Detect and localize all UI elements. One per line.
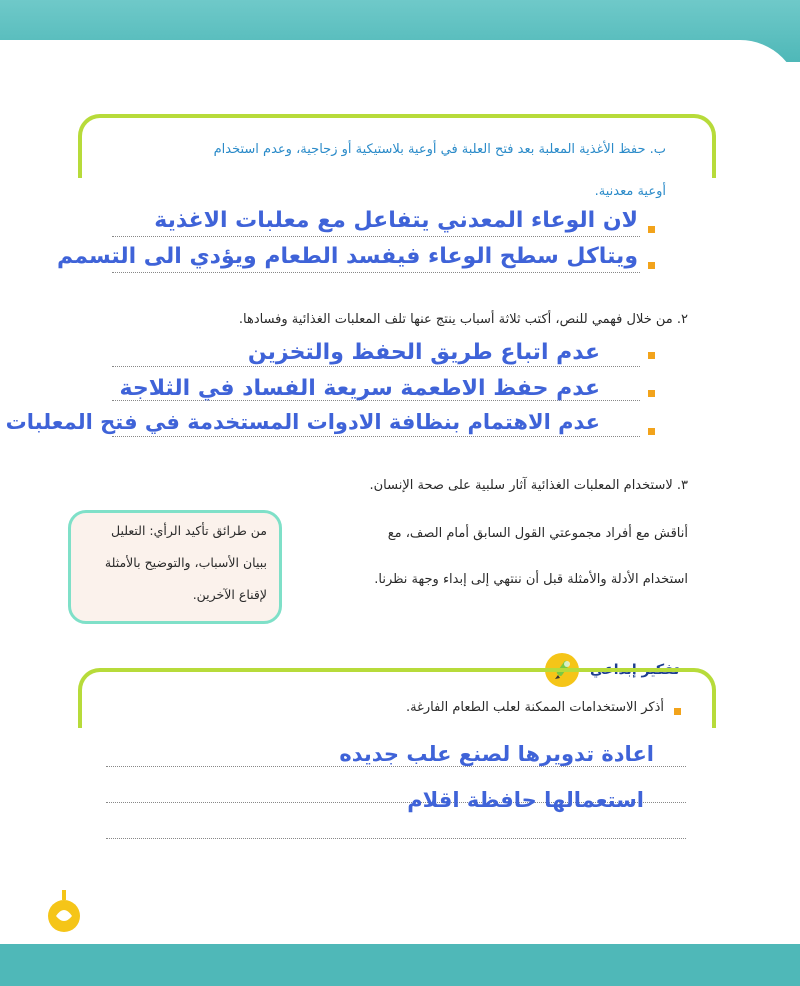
section-b-line-2: أوعية معدنية.	[594, 184, 666, 199]
tip-line-1: من طرائق تأكيد الرأي: التعليل	[110, 523, 267, 538]
answer-line	[106, 802, 686, 839]
discussion-line-2: استخدام الأدلة والأمثلة قبل أن ننتهي إلى إبداء وجهة نظرنا.	[374, 572, 688, 587]
bullet-icon	[648, 262, 655, 269]
answer-text: لان الوعاء المعدني يتفاعل مع معلبات الاغذية	[154, 208, 638, 233]
bullet-icon	[648, 226, 655, 233]
tip-box	[68, 510, 282, 624]
answer-text: اعادة تدويرها لصنع علب جديده	[339, 742, 654, 766]
question-2: ٢. من خلال فهمي للنص، أكتب ثلاثة أسباب ينتج عنها تلف المعلبات الغذائية وفسادها.	[238, 312, 688, 327]
bullet-icon	[648, 428, 655, 435]
discussion-line-1: أناقش مع أفراد مجموعتي القول السابق أمام الصف، مع	[387, 526, 688, 541]
top-banner-curve	[0, 40, 800, 100]
creative-thinking-heading: تفكير إبداعي	[590, 662, 680, 678]
page-number: ٤٦	[710, 925, 730, 943]
bottom-banner	[0, 944, 800, 986]
section-b-line-1: ب. حفظ الأغذية المعلبة بعد فتح العلبة في أوعية بلاستيكية أو زجاجية، وعدم استخدام	[213, 142, 666, 157]
answer-text: ويتاكل سطح الوعاء فيفسد الطعام ويؤدي الى التسمم	[56, 244, 638, 269]
answer-text: عدم حفظ الاطعمة سريعة الفساد في الثلاجة	[119, 376, 600, 401]
bullet-icon	[648, 390, 655, 397]
creative-question: أذكر الاستخدامات الممكنة لعلب الطعام الفارغة.	[405, 700, 664, 715]
answer-text: عدم اتباع طريق الحفظ والتخزين	[247, 340, 600, 365]
publisher-logo-icon	[44, 886, 84, 936]
tip-line-3: لإقناع الآخرين.	[192, 587, 267, 602]
creative-frame	[78, 668, 716, 728]
bottom-banner-curve	[0, 900, 800, 950]
answer-text: استعمالها حافظة اقلام	[407, 788, 644, 812]
question-3: ٣. لاستخدام المعلبات الغذائية آثار سلبية على صحة الإنسان.	[369, 478, 688, 493]
tip-line-2: ببيان الأسباب، والتوضيح بالأمثلة	[104, 555, 267, 570]
bullet-icon	[674, 708, 681, 715]
answer-text: عدم الاهتمام بنظافة الادوات المستخدمة في فتح المعلبات	[5, 410, 600, 434]
bullet-icon	[648, 352, 655, 359]
